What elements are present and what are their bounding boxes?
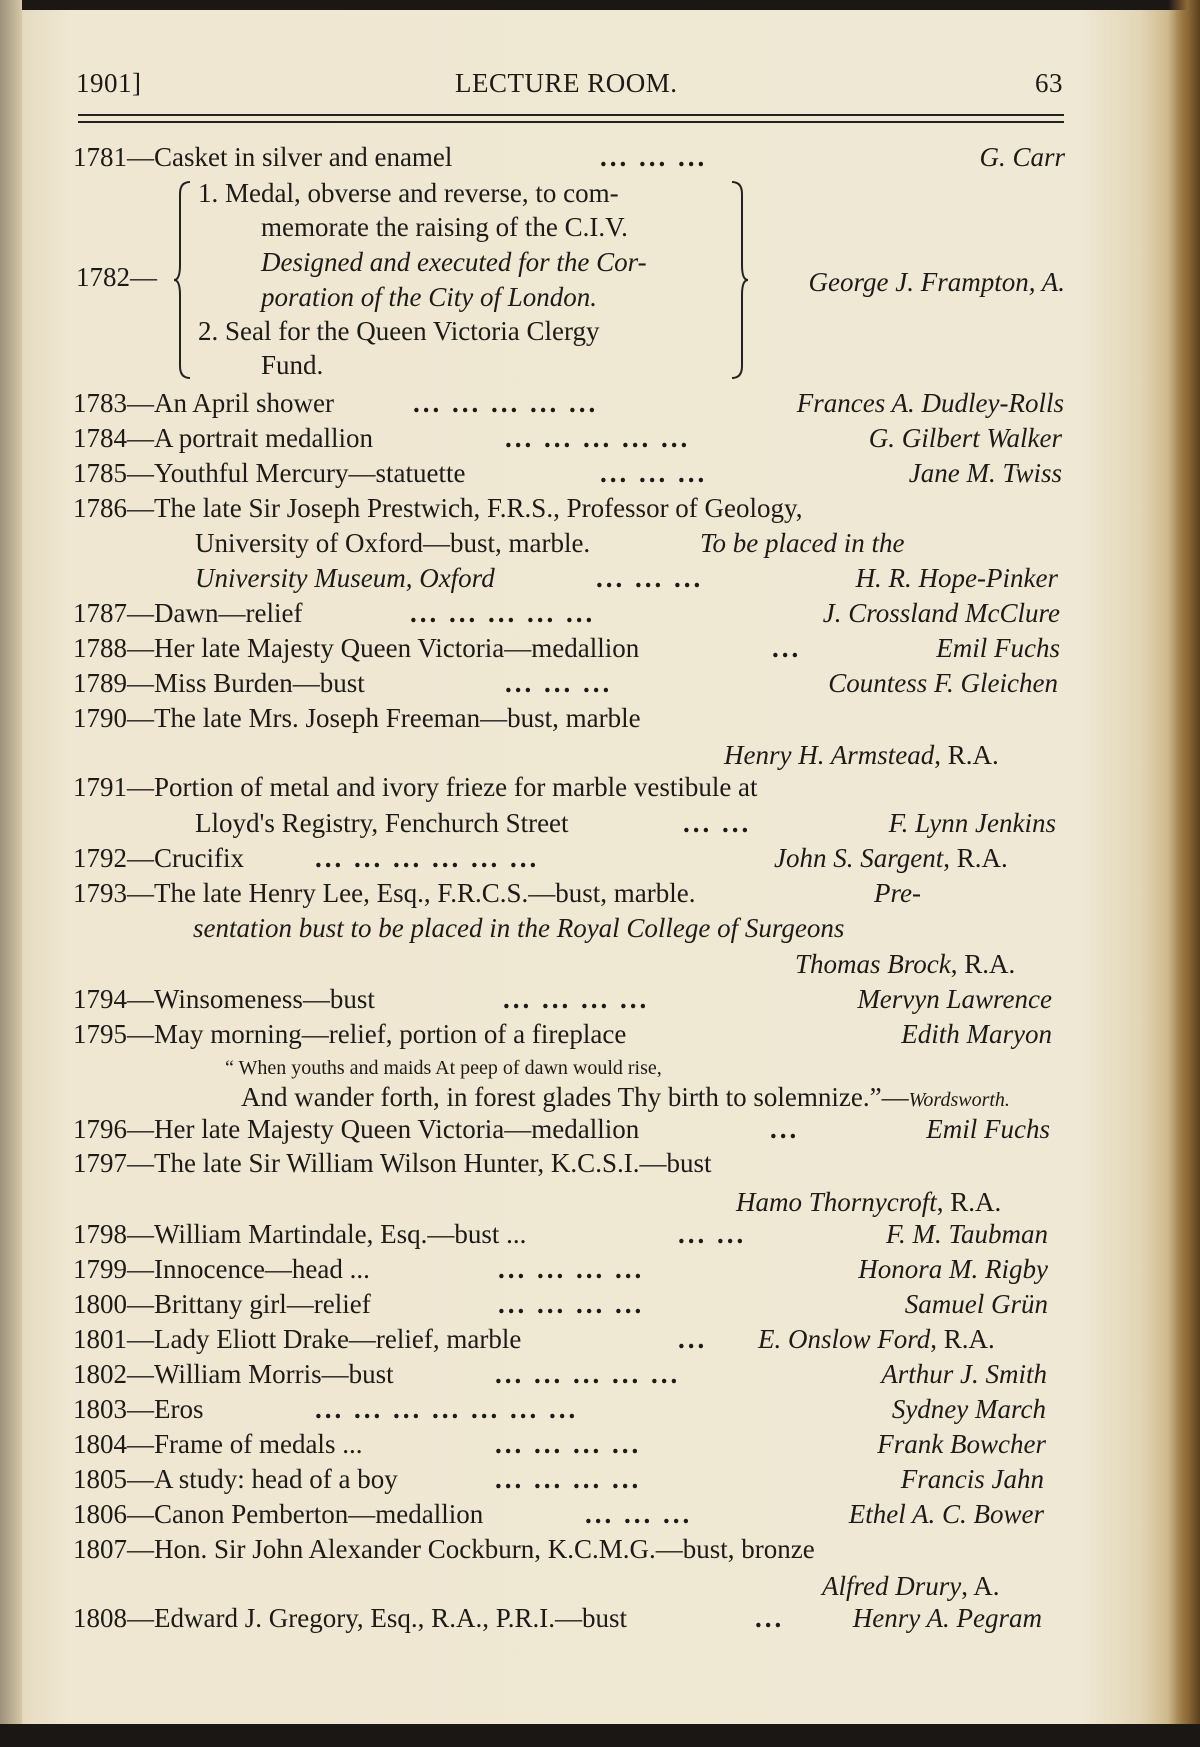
entry-artist: Thomas Brock, R.A.	[795, 949, 1016, 979]
entry-title: 1784—A portrait medallion	[73, 423, 373, 453]
leader-dots: ... ... ... ...	[495, 1429, 642, 1459]
entry-item-line: poration of the City of London.	[261, 282, 598, 312]
entry-artist: E. Onslow Ford, R.A.	[758, 1324, 995, 1354]
entry-item-line: Fund.	[261, 350, 324, 380]
entry-artist: Frank Bowcher	[877, 1429, 1046, 1459]
entry-title: 1794—Winsomeness—bust	[73, 984, 375, 1014]
entry-title: 1795—May morning—relief, portion of a fireplace	[73, 1019, 627, 1049]
entry-artist: Edith Maryon	[901, 1019, 1052, 1049]
entry-note: sentation bust to be placed in the Royal College of Surgeons	[193, 913, 845, 943]
entry-continuation: University Museum, Oxford	[195, 563, 495, 593]
header-title: LECTURE ROOM.	[455, 68, 678, 98]
leader-dots: ... ... ... ...	[498, 1289, 645, 1319]
entry-note: To be placed in the	[700, 528, 905, 558]
entry-artist: Ethel A. C. Bower	[848, 1499, 1044, 1529]
catalogue-entry	[0, 1601, 1200, 1635]
leader-dots: ... ... ... ... ...	[495, 1359, 681, 1389]
entry-artist: Sydney March	[891, 1394, 1046, 1424]
leader-dots: ... ... ... ... ...	[413, 388, 599, 418]
entry-artist: H. R. Hope-Pinker	[855, 563, 1058, 593]
leader-dots: ... ... ...	[505, 668, 613, 698]
entry-number: 1782—	[76, 262, 157, 292]
entry-artist: Francis Jahn	[900, 1464, 1044, 1494]
catalogue-entry	[0, 1427, 1200, 1461]
entry-title: 1807—Hon. Sir John Alexander Cockburn, K.C.M.G.—bust, bronze	[73, 1534, 815, 1564]
entry-continuation: Lloyd's Registry, Fenchurch Street	[195, 808, 569, 838]
catalogue-entry	[0, 140, 1200, 174]
entry-artist: J. Crossland McClure	[822, 598, 1060, 628]
leader-dots: ... ... ... ... ... ...	[315, 843, 540, 873]
entry-title: 1808—Edward J. Gregory, Esq., R.A., P.R.I.—bust	[73, 1603, 627, 1633]
catalogue-entry	[0, 1322, 1200, 1356]
entry-title: 1804—Frame of medals ...	[73, 1429, 363, 1459]
entry-item-line: 2. Seal for the Queen Victoria Clergy	[198, 316, 600, 346]
header-rule-top	[78, 114, 1064, 116]
catalogue-entry	[0, 1112, 1200, 1146]
entry-artist: Countess F. Gleichen	[828, 668, 1058, 698]
leader-dots: ... ... ... ... ...	[410, 598, 596, 628]
top-edge	[0, 0, 1200, 10]
entry-artist: Henry A. Pegram	[852, 1603, 1042, 1633]
leader-dots: ... ... ... ... ... ... ...	[315, 1394, 579, 1424]
bottom-edge	[0, 1724, 1200, 1747]
entry-artist: Henry H. Armstead, R.A.	[724, 740, 999, 770]
entry-title: 1805—A study: head of a boy	[73, 1464, 398, 1494]
entry-title: 1791—Portion of metal and ivory frieze for marble vestibule at	[73, 772, 758, 802]
leader-dots: ... ... ...	[600, 458, 708, 488]
entry-title: 1790—The late Mrs. Joseph Freeman—bust, marble	[73, 703, 641, 733]
catalogue-entry	[0, 841, 1200, 875]
entry-artist: John S. Sargent, R.A.	[774, 843, 1008, 873]
entry-title: 1787—Dawn—relief	[73, 598, 303, 628]
entry-title: 1799—Innocence—head ...	[73, 1254, 370, 1284]
entry-title: 1806—Canon Pemberton—medallion	[73, 1499, 484, 1529]
entry-artist: Samuel Grün	[904, 1289, 1048, 1319]
leader-dots: ...	[755, 1603, 785, 1633]
leader-dots: ...	[678, 1324, 708, 1354]
leader-dots: ... ...	[678, 1219, 747, 1249]
catalogue-entry	[0, 421, 1200, 455]
entry-note: Pre-	[874, 878, 921, 908]
page-number: 63	[1035, 68, 1063, 98]
entry-title: 1801—Lady Eliott Drake—relief, marble	[73, 1324, 522, 1354]
leader-dots: ... ... ...	[600, 142, 708, 172]
entry-title: 1785—Youthful Mercury—statuette	[73, 458, 466, 488]
entry-title: 1781—Casket in silver and enamel	[73, 142, 453, 172]
entry-artist: Hamo Thornycroft, R.A.	[736, 1187, 1002, 1217]
catalogue-entry	[0, 386, 1200, 420]
leader-dots: ... ... ... ... ...	[505, 423, 691, 453]
catalogue-entry	[0, 982, 1200, 1016]
catalogue-entry	[0, 631, 1200, 665]
entry-artist: G. Gilbert Walker	[868, 423, 1062, 453]
entry-item-line: 1. Medal, obverse and reverse, to com-	[198, 178, 619, 208]
entry-title: 1800—Brittany girl—relief	[73, 1289, 371, 1319]
catalogue-entry	[0, 596, 1200, 630]
entry-artist: F. M. Taubman	[885, 1219, 1048, 1249]
entry-artist: Frances A. Dudley-Rolls	[796, 388, 1064, 418]
epigraph-line: And wander forth, in forest glades Thy birth to solemnize.”—Wordsworth.	[241, 1082, 1010, 1112]
entry-artist: Alfred Drury, A.	[822, 1571, 1000, 1601]
entry-title: 1796—Her late Majesty Queen Victoria—medallion	[73, 1114, 640, 1144]
entry-item-line: memorate the raising of the C.I.V.	[261, 212, 628, 242]
leader-dots: ... ... ... ...	[498, 1254, 645, 1284]
leader-dots: ... ...	[683, 808, 752, 838]
header-rule-bottom	[78, 121, 1064, 123]
leader-dots: ... ... ...	[596, 563, 704, 593]
entry-title: 1797—The late Sir William Wilson Hunter, K.C.S.I.—bust	[73, 1148, 712, 1178]
header-year: 1901]	[76, 68, 142, 98]
entry-artist: Jane M. Twiss	[908, 458, 1062, 488]
catalogue-entry	[0, 1252, 1200, 1286]
entry-artist: George J. Frampton, A.	[808, 267, 1065, 297]
entry-title: 1792—Crucifix	[73, 843, 244, 873]
entry-title: 1783—An April shower	[73, 388, 334, 418]
leader-dots: ... ... ... ...	[503, 984, 650, 1014]
entry-artist: Honora M. Rigby	[858, 1254, 1048, 1284]
entry-title: 1786—The late Sir Joseph Prestwich, F.R.S., Professor of Geology,	[73, 493, 803, 523]
entry-title: 1802—William Morris—bust	[73, 1359, 394, 1389]
leader-dots: ...	[772, 633, 802, 663]
entry-title: 1788—Her late Majesty Queen Victoria—medallion	[73, 633, 640, 663]
entry-title: 1803—Eros	[73, 1394, 204, 1424]
leader-dots: ... ... ...	[585, 1499, 693, 1529]
entry-title: 1793—The late Henry Lee, Esq., F.R.C.S.—bust, marble.	[73, 878, 696, 908]
catalogue-entry	[0, 1217, 1200, 1251]
catalogue-entry	[0, 1462, 1200, 1496]
leader-dots: ...	[770, 1114, 800, 1144]
epigraph-line: “ When youths and maids At peep of dawn would rise,	[225, 1057, 662, 1079]
leader-dots: ... ... ... ...	[495, 1464, 642, 1494]
catalogue-entry	[0, 1287, 1200, 1321]
entry-artist: Emil Fuchs	[936, 633, 1060, 663]
catalogue-entry	[0, 666, 1200, 700]
entry-artist: Mervyn Lawrence	[857, 984, 1052, 1014]
catalogue-entry	[0, 1392, 1200, 1426]
entry-title: 1789—Miss Burden—bust	[73, 668, 365, 698]
entry-artist: G. Carr	[979, 142, 1065, 172]
catalogue-entry	[0, 1357, 1200, 1391]
catalogue-entry	[0, 456, 1200, 490]
entry-continuation: University of Oxford—bust, marble.	[195, 528, 591, 558]
entry-title: 1798—William Martindale, Esq.—bust ...	[73, 1219, 527, 1249]
catalogue-entry	[0, 1497, 1200, 1531]
entry-artist: Arthur J. Smith	[881, 1359, 1047, 1389]
entry-item-line: Designed and executed for the Cor-	[261, 247, 647, 277]
entry-artist: Emil Fuchs	[926, 1114, 1050, 1144]
entry-artist: F. Lynn Jenkins	[888, 808, 1056, 838]
